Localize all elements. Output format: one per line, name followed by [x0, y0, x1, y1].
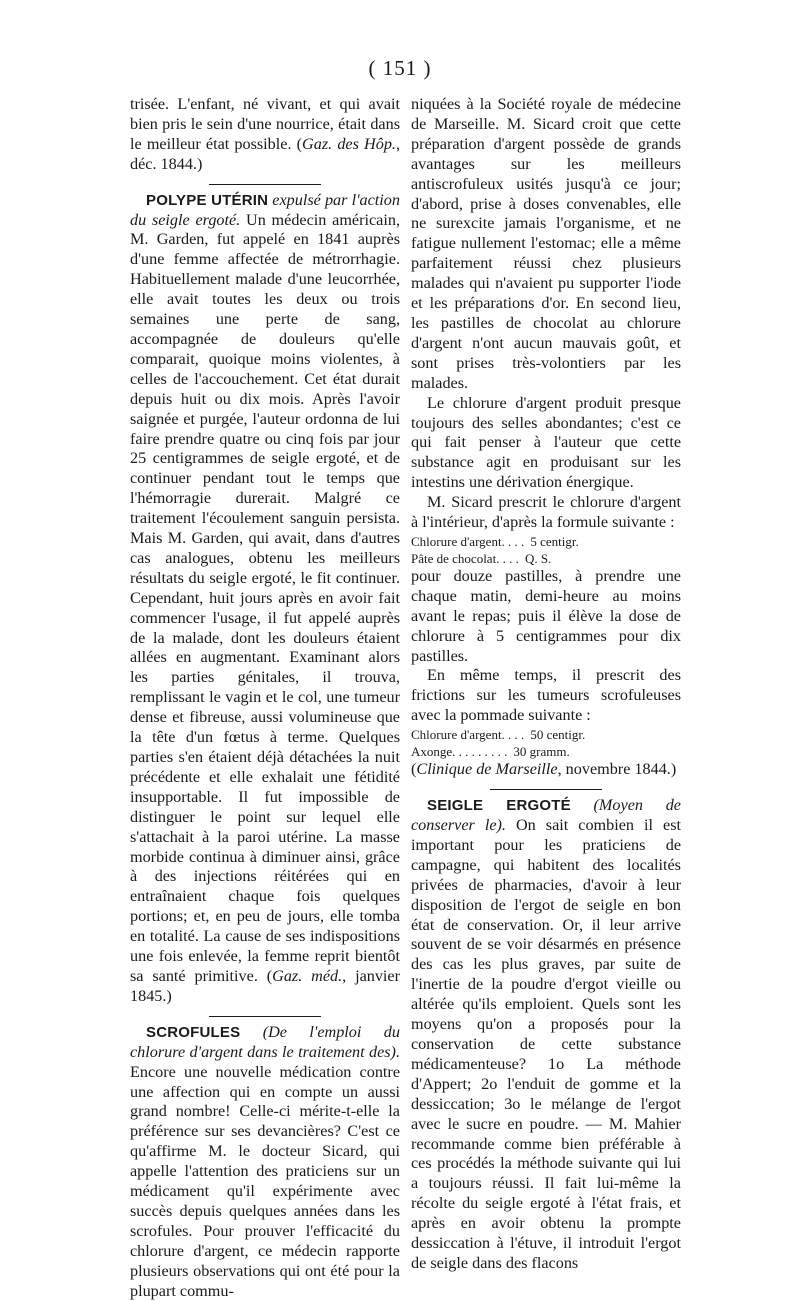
recipe-line: Axonge. . . . . . . . . 30 gramm. [411, 744, 570, 760]
page-number: ( 151 ) [368, 56, 432, 80]
entry-heading: SCROFULES [146, 1023, 241, 1041]
paragraph: pour douze pastilles, à prendre une chaque matin, demi-heure au moins avant le repas; puis il élève la dose de chlorure à 5 centigrammes pour dix pastilles. [411, 566, 681, 665]
entry-body: Un médecin américain, M. Garden, fut appelé en 1841 auprès d'une femme affectée de métrorrhagie. Habituellement malade d'une leucorrhée, elle avait toutes les deux ou trois semaines une perte de sang, accompagnée de douleurs qu'elle comparait, quoique moins violentes, à celles de l'accouchement. Cet état durait depuis huit ou dix mois. Après l'avoir saignée et purgée, l'auteur ordonna de lui faire prendre quatre ou cinq fois par jour 25 centigrammes de seigle ergoté, et de continuer pendant tout le temps que l'hémorragie durerait. Malgré ce traitement l'écoulement sanguin persista. Mais M. Garden, qui avait, dans d'autres cas analogues, obtenu les meilleurs résultats du seigle ergoté, le fit continuer. Cependant, huit jours après en avoir fait commencer l'usage, il fut appelé auprès de la malade, dont les douleurs étaient allées en augmentant. Examinant alors les parties génitales, il trouva, remplissant le vagin et le col, une tumeur dense et fibreuse, aussi volumineuse que la tête d'un fœtus à terme. Quelques parties s'en étaient déjà détachées la nuit précédente et elle exhalait une fétidité insupportable. Il fut impossible de distinguer le point sur lequel elle s'attachait à la paroi utérine. La masse morbide continua à diminuer ainsi, grâce à des injections réitérées qui en entraînaient chaque fois quelques portions; et, en peu de jours, elle tomba en totalité. La cause de ses indispositions une fois enlevée, la femme reprit bientôt sa santé primitive. [130, 210, 400, 985]
section-divider [209, 184, 321, 185]
paragraph: M. Sicard prescrit le chlorure d'argent à l'intérieur, d'après la formule suivante : [411, 493, 681, 532]
continued-paragraph: trisée. L'enfant, né vivant, et qui avait bien pris le sein d'une nourrice, était dans le meilleur état possible. (Gaz. des Hôp., déc. 1844.) [130, 95, 401, 173]
section-divider [490, 789, 602, 790]
entry-polype-uterin: POLYPE UTÉRIN expulsé par l'action du seigle ergoté. Un médecin américain, M. Garden, fut appelé en 1841 auprès d'une femme affectée de métrorrhagie. Habituellement malade d'une leucorrhée, elle avait toutes les deux ou trois semaines une perte de sang, accompagnée de douleurs qu'elle comparait, quoique moins violentes, à celles de l'accouchement. Cet état durait depuis huit ou dix mois. Après l'avoir saignée et purgée, l'auteur ordonna de lui faire prendre quatre ou cinq fois par jour 25 centigrammes de seigle ergoté, et de continuer pendant tout le temps que l'hémorragie durerait. Malgré ce traitement l'écoulement sanguin persista. Mais M. Garden, qui avait, dans d'autres cas analogues, obtenu les meilleurs résultats du seigle ergoté, le fit continuer. Cependant, huit jours après en avoir fait commencer l'usage, il fut appelé auprès de la malade, dont les douleurs étaient allées en augmentant. Examinant alors les parties génitales, il trouva, remplissant le vagin et le col, une tumeur dense et fibreuse, aussi volumineuse que la tête d'un fœtus à terme. Quelques parties s'en étaient déjà détachées la nuit précédente et elle exhalait une fétidité insupportable. Il fut impossible de distinguer le point sur lequel elle s'attachait à la paroi utérine. La masse morbide continua à diminuer ainsi, grâce à des injections réitérées qui en entraînaient chaque fois quelques portions; et, en peu de jours, elle tomba en totalité. La cause de ses indispositions une fois enlevée, la femme reprit bientôt sa santé primitive. (Gaz. méd., janvier 1845.) [130, 190, 401, 1005]
entry-heading: POLYPE UTÉRIN [146, 191, 269, 209]
left-column [130, 95, 400, 1301]
entry-subheading: (Moyen de conserver le). [411, 796, 681, 834]
recipe-line: Chlorure d'argent. . . . 50 centigr. [411, 727, 586, 743]
entry-body: On sait combien il est important pour les praticiens de campagne, qui habitent des localités privées de pharmacies, d'avoir à leur disposition de l'ergot de seigle en bon état de conservation. Or, il leur arrive souvent de se voir désarmés en présence des cas les plus graves, par suite de l'inertie de la poudre d'ergot vieille ou altérée qu'ils emploient. Quels sont les moyens qu'on a proposés pour la conservation de cette substance médicamenteuse? 1o La méthode d'Appert; 2o l'enduit de gomme et la dessiccation; 3o le mélange de l'ergot avec le sucre en poudre. — M. Mahier recommande comme bien préférable à ces procédés la méthode suivante qui lui a toujours réussi. Il fait lui-même la récolte du seigle ergoté à l'état frais, et après en avoir obtenu la prompte dessiccation à l'étuve, il introduit l'ergot de seigle dans des flacons [411, 816, 681, 1272]
entry-seigle-ergote [411, 796, 681, 1274]
entry-scrofules [130, 1023, 400, 1301]
recipe-formula-2 [411, 726, 681, 760]
recipe-formula-1 [411, 533, 681, 567]
entry-subheading: expulsé par l'action du seigle ergoté. [130, 190, 400, 229]
recipe-line: Pâte de chocolat. . . . Q. S. [411, 550, 552, 566]
entry-subheading: (De l'emploi du chlorure d'argent dans le traitement des). [130, 1022, 400, 1061]
right-column [411, 95, 681, 1274]
paragraph: Le chlorure d'argent produit presque toujours des selles abondantes; c'est ce qui fait penser à l'auteur que cette substance agit en produisant sur les intestins une dérivation énergique. [411, 393, 681, 492]
source-citation: Clinique de Marseille [416, 760, 558, 779]
source-citation: Gaz. des Hôp. [302, 134, 396, 153]
source-citation: Gaz. méd. [272, 966, 343, 985]
entry-body: Encore une nouvelle médication contre une affection qui en compte un aussi grand nombre! Celle-ci mérite-t-elle la préférence sur ses devancières? C'est ce qu'affirme M. le docteur Sicard, qui appelle l'attention des praticiens sur un médicament qu'il expérimente avec succès depuis quelques années dans les scrofules. Pour prouver l'efficacité du chlorure d'argent, ce médecin rapporte plusieurs observations qui ont été pour la plupart commu- [130, 1062, 400, 1300]
recipe-line: Chlorure d'argent. . . . 5 centigr. [411, 533, 579, 549]
paragraph: En même temps, il prescrit des frictions sur les tumeurs scrofuleuses avec la pommade suivante : [411, 666, 681, 725]
entry-heading: SEIGLE ERGOTÉ [427, 797, 571, 815]
paragraph: niquées à la Société royale de médecine de Marseille. M. Sicard croit que cette préparation d'argent possède de grands avantages sur les meilleurs antiscrofuleux usités jusqu'à ce jour; d'abord, prise à doses convenables, elle ne surexcite jamais l'organisme, et ne fatigue nullement l'estomac; elle a même parfaitement réussi chez plusieurs malades qui n'avaient pu supporter l'iode et les préparations d'or. En second lieu, les pastilles de chocolat au chlorure d'argent n'ont aucun mauvais goût, et sont prises très-volontiers par les malades. [411, 95, 681, 392]
source-line: (Clinique de Marseille, novembre 1844.) [411, 760, 677, 779]
section-divider [209, 1016, 321, 1017]
